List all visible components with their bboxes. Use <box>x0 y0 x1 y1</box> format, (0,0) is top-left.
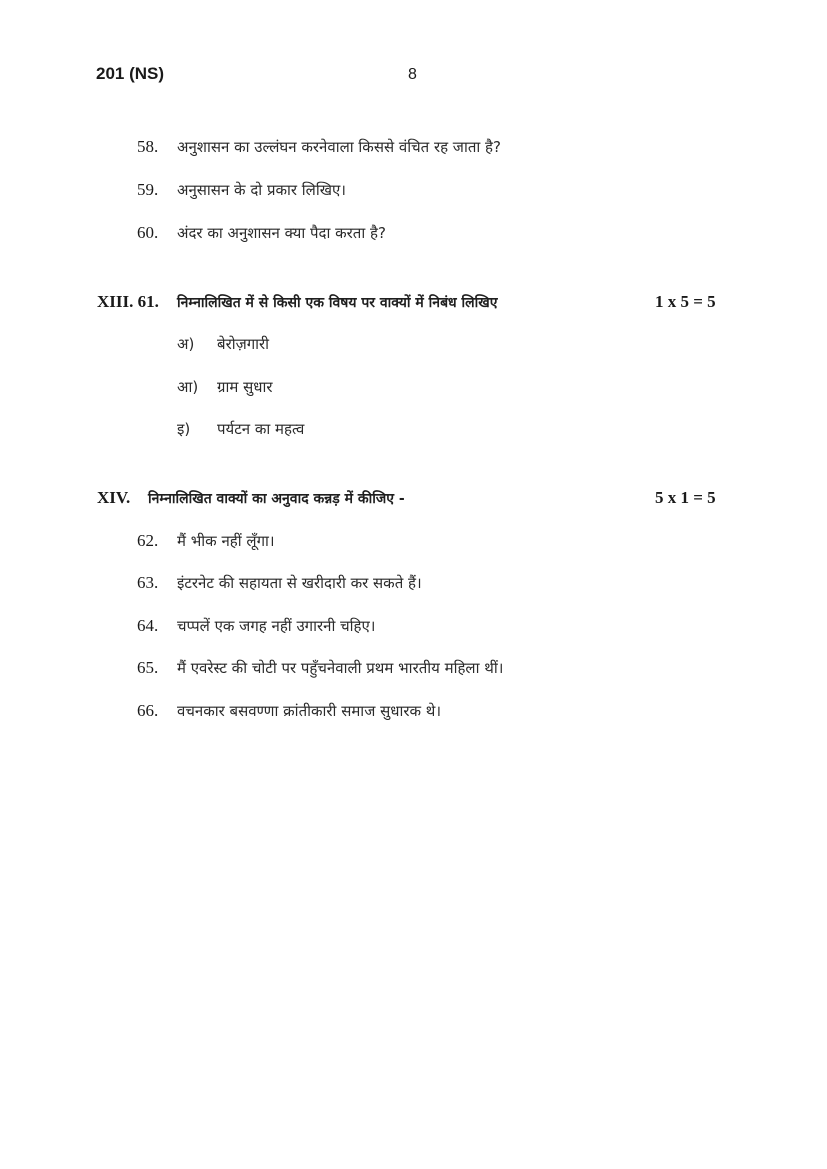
section-marks: 5 x 1 = 5 <box>655 488 716 507</box>
section-marks: 1 x 5 = 5 <box>655 292 716 311</box>
question-text: अनुसासन के दो प्रकार लिखिए। <box>177 181 346 199</box>
section-xiv-heading <box>97 488 727 516</box>
section-label: XIV. <box>97 488 131 507</box>
question-text: वचनकार बसवण्णा क्रांतीकारी समाज सुधारक थे। <box>177 702 442 720</box>
section-xiii-heading <box>97 292 727 320</box>
section-label: XIII. 61. <box>97 292 159 311</box>
question-number: 63. <box>137 573 159 592</box>
option-text: बेरोज़गारी <box>217 335 270 353</box>
option-label: इ) <box>177 420 191 438</box>
question-text: इंटरनेट की सहायता से खरीदारी कर सकते हैं। <box>177 574 422 592</box>
paper-code: 201 (NS) <box>96 64 165 83</box>
question-number: 66. <box>137 701 159 720</box>
question-number: 64. <box>137 616 159 635</box>
question-number: 62. <box>137 531 159 550</box>
question-text: मैं एवरेस्ट की चोटी पर पहुँचनेवाली प्रथम भारतीय महिला थीं। <box>177 659 504 677</box>
question-text: अंदर का अनुशासन क्या पैदा करता है? <box>177 224 386 242</box>
option-text: ग्राम सुधार <box>217 378 273 396</box>
question-text: अनुशासन का उल्लंघन करनेवाला किससे वंचित रह जाता है? <box>177 138 501 156</box>
question-number: 60. <box>137 223 159 242</box>
option-label: अ) <box>177 335 195 353</box>
option-label: आ) <box>177 378 199 396</box>
page-number: 8 <box>408 66 417 83</box>
question-text: चप्पलें एक जगह नहीं उगारनी चहिए। <box>177 617 376 635</box>
question-number: 65. <box>137 658 159 677</box>
section-instruction: निम्नालिखित वाक्यों का अनुवाद कन्नड़ में कीजिए - <box>148 491 405 507</box>
question-number: 58. <box>137 137 159 156</box>
question-text: मैं भीक नहीं लूँगा। <box>177 532 275 550</box>
option-text: पर्यटन का महत्व <box>217 420 305 438</box>
section-instruction: निम्नालिखित में से किसी एक विषय पर वाक्यों में निबंध लिखिए <box>177 295 498 311</box>
question-number: 59. <box>137 180 159 199</box>
